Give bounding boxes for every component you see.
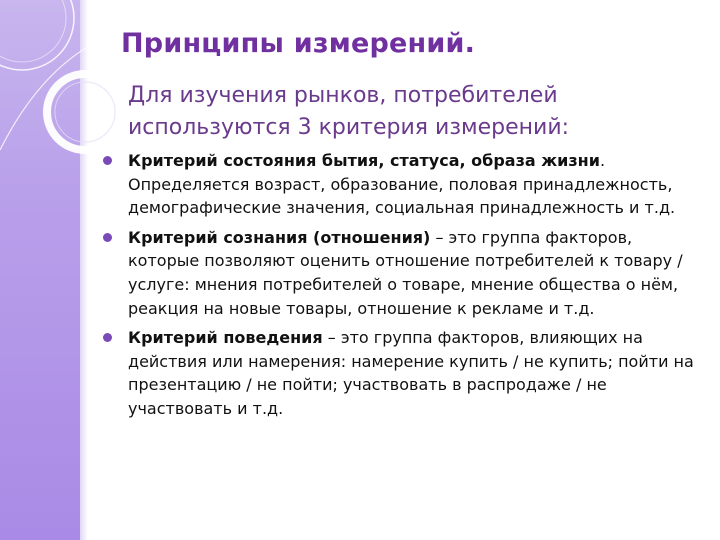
criteria-title: Критерий состояния бытия, статуса, образа жизни	[128, 151, 600, 170]
criteria-item-attitude	[103, 226, 698, 320]
intro-text: Для изучения рынков, потребителей используются 3 критерия измерений:	[128, 83, 570, 140]
criteria-title: Критерий сознания (отношения)	[128, 227, 431, 247]
criteria-item-behavior	[103, 326, 698, 420]
bullet-icon	[103, 156, 112, 165]
bullet-icon	[103, 333, 112, 342]
bullet-icon	[103, 233, 112, 242]
criteria-description: . Определяется возраст, образование, половая принадлежность, демографические значения, социальная принадлежность и т.д.	[128, 151, 676, 218]
criteria-description: – это группа факторов, которые позволяют оценить отношение потребителей к товару / услуге: мнения потребителей о товаре, мнение общества о нём, реакция на новые товары, отношение к рекламе и т.д.	[128, 227, 683, 318]
criteria-list	[103, 149, 698, 427]
criteria-description: – это группа факторов, влияющих на действия или намерения: намерение купить / не купить; пойти на презентацию / не пойти; участвовать в распродаже / не участвовать и т.д.	[128, 328, 694, 418]
slide-title: Принципы измерений.	[121, 28, 476, 59]
criteria-item-status	[103, 149, 698, 220]
criteria-title: Критерий поведения	[128, 328, 323, 348]
